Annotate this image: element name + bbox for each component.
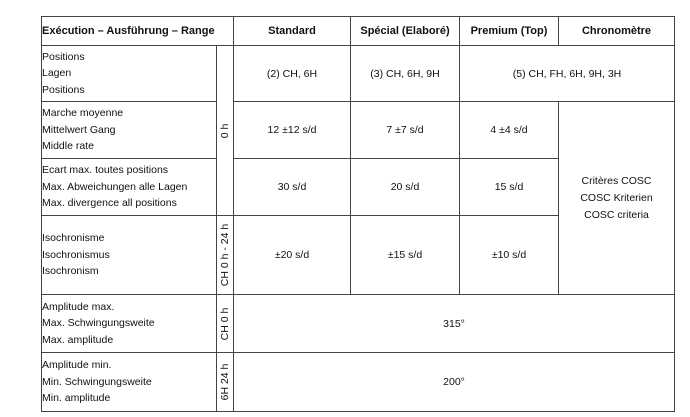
chrono-cosc-cell: Critères COSC COSC Kriterien COSC criteria xyxy=(559,102,675,295)
deviation-label: Ecart max. toutes positions Max. Abweichungen alle Lagen Max. divergence all positions xyxy=(42,159,217,216)
row-amplitude-max xyxy=(42,295,675,353)
positions-premium-chrono: (5) CH, FH, 6H, 9H, 3H xyxy=(460,46,675,102)
header-special: Spécial (Elaboré) xyxy=(351,17,460,46)
rate-premium: 4 ±4 s/d xyxy=(460,102,559,159)
amp-max-value: 315° xyxy=(234,295,675,353)
amp-min-value: 200° xyxy=(234,353,675,412)
vertical-ch0-text: CH 0 h xyxy=(219,307,231,340)
positions-special: (3) CH, 6H, 9H xyxy=(351,46,460,102)
positions-label: Positions Lagen Positions xyxy=(42,46,217,102)
deviation-special: 20 s/d xyxy=(351,159,460,216)
amp-max-label: Amplitude max. Max. Schwingungsweite Max. amplitude xyxy=(42,295,217,353)
vertical-6h-cell xyxy=(217,353,234,412)
isochronism-standard: ±20 s/d xyxy=(234,216,351,295)
vertical-ch-range-text: CH 0 h - 24 h xyxy=(219,223,231,287)
vertical-oh-text: 0 h xyxy=(219,123,231,138)
isochronism-label: Isochronisme Isochronismus Isochronism xyxy=(42,216,217,295)
isochronism-premium: ±10 s/d xyxy=(460,216,559,295)
rate-standard: 12 ±12 s/d xyxy=(234,102,351,159)
vertical-6h-text: 6H 24 h xyxy=(219,363,231,401)
row-amplitude-min xyxy=(42,353,675,412)
header-chronometre: Chronomètre xyxy=(559,17,675,46)
vertical-ch0-cell xyxy=(217,295,234,353)
vertical-oh-cell xyxy=(217,46,234,216)
isochronism-special: ±15 s/d xyxy=(351,216,460,295)
header-row xyxy=(42,17,675,46)
header-standard: Standard xyxy=(234,17,351,46)
deviation-premium: 15 s/d xyxy=(460,159,559,216)
rate-label: Marche moyenne Mittelwert Gang Middle rate xyxy=(42,102,217,159)
deviation-standard: 30 s/d xyxy=(234,159,351,216)
vertical-ch-range-cell xyxy=(217,216,234,295)
row-positions xyxy=(42,46,675,102)
header-execution: Exécution – Ausführung – Range xyxy=(42,17,234,46)
amp-min-label: Amplitude min. Min. Schwingungsweite Min. amplitude xyxy=(42,353,217,412)
rate-special: 7 ±7 s/d xyxy=(351,102,460,159)
specification-table xyxy=(41,16,675,412)
header-premium: Premium (Top) xyxy=(460,17,559,46)
positions-standard: (2) CH, 6H xyxy=(234,46,351,102)
row-middle-rate xyxy=(42,102,675,159)
